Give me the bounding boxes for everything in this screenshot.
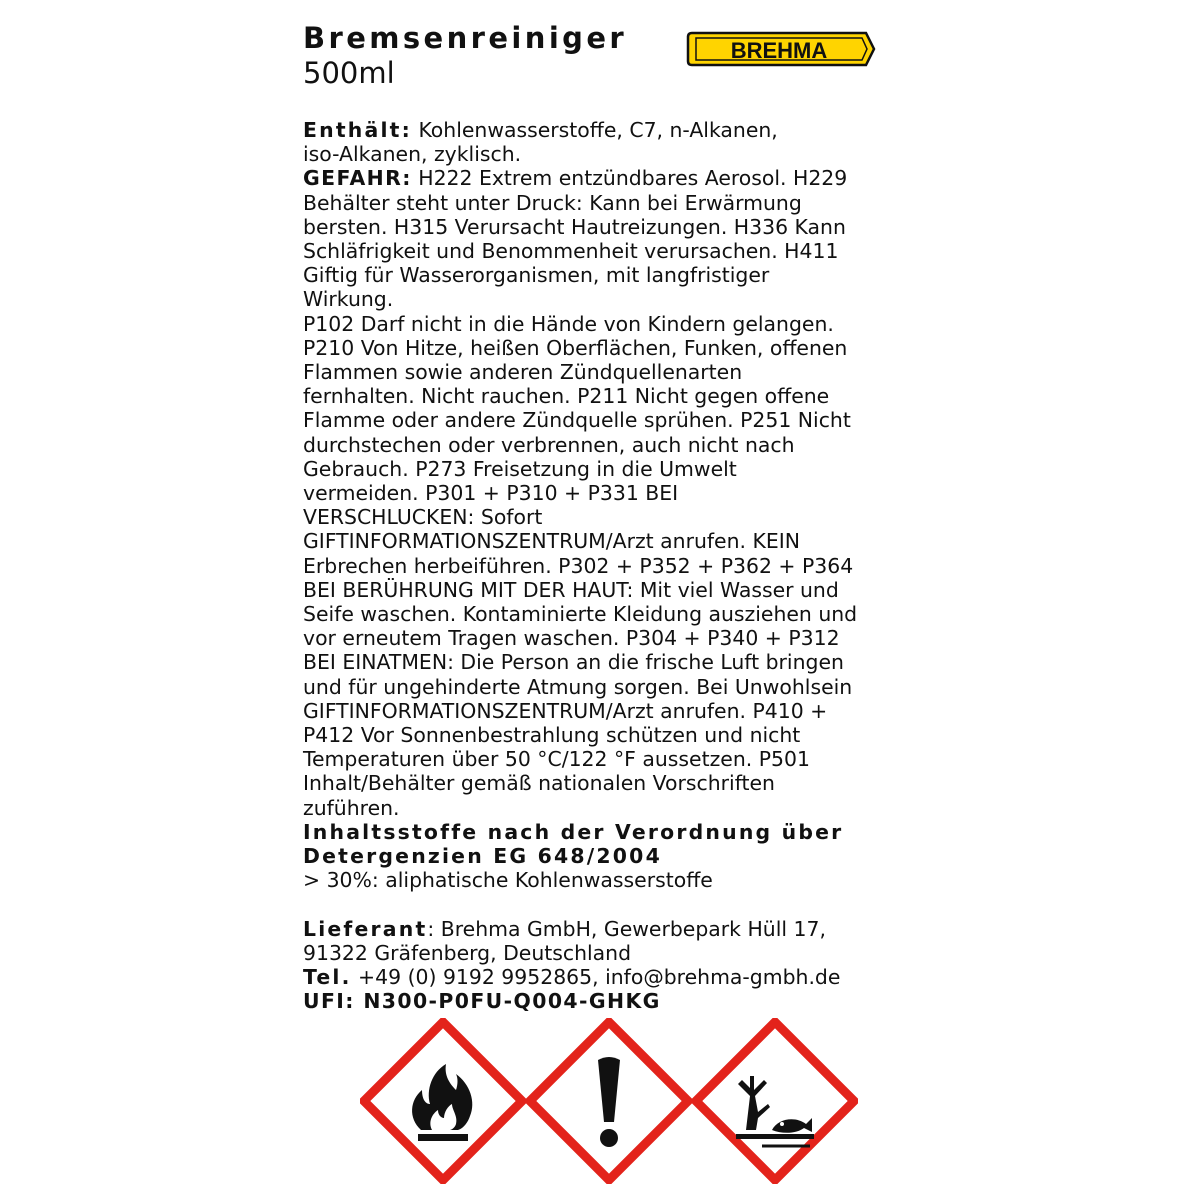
product-title: Bremsenreiniger <box>303 21 628 55</box>
precaution-line: Flammen sowie anderen Zündquellenarten <box>303 360 743 385</box>
ghs-pictograms <box>360 1018 860 1188</box>
precaution-line: Gebrauch. P273 Freisetzung in die Umwelt <box>303 456 737 481</box>
precaution-line: P412 Vor Sonnenbestrahlung schützen und nicht <box>303 723 801 748</box>
product-size: 500ml <box>303 56 395 90</box>
brehma-logo <box>686 31 876 67</box>
precaution-line: BEI EINATMEN: Die Person an die frische Luft bringen <box>303 650 844 675</box>
composition-line-2: iso-Alkanen, zyklisch. <box>303 142 522 167</box>
environment-icon <box>692 1018 858 1184</box>
precaution-line: zuführen. <box>303 795 400 820</box>
hazard-line: Schläfrigkeit und Benommenheit verursachen. H411 <box>303 239 839 264</box>
supplier-line <box>303 917 923 941</box>
ufi-code: UFI: N300-P0FU-Q004-GHKG <box>303 989 661 1014</box>
precaution-line: fernhalten. Nicht rauchen. P211 Nicht gegen offene <box>303 384 830 409</box>
precaution-line: vermeiden. P301 + P310 + P331 BEI <box>303 481 679 506</box>
detergent-heading: Inhaltsstoffe nach der Verordnung über <box>303 819 844 844</box>
hazard-line: Behälter steht unter Druck: Kann bei Erwärmung <box>303 190 802 215</box>
composition-line <box>303 118 923 142</box>
precaution-line: durchstechen oder verbrennen, auch nicht nach <box>303 432 795 457</box>
precaution-line: Inhalt/Behälter gemäß nationalen Vorschriften <box>303 771 775 796</box>
composition-label: Enthält: <box>303 118 412 142</box>
precaution-line: GIFTINFORMATIONSZENTRUM/Arzt anrufen. P410 + <box>303 698 828 723</box>
flame-icon <box>360 1018 526 1184</box>
precaution-line: und für ungehinderte Atmung sorgen. Bei Unwohlsein <box>303 674 853 699</box>
precaution-line: Erbrechen herbeiführen. P302 + P352 + P362 + P364 <box>303 553 854 578</box>
precaution-line: vor erneutem Tragen waschen. P304 + P340 + P312 <box>303 626 840 651</box>
contact-line <box>303 965 923 989</box>
detergent-content: > 30%: aliphatische Kohlenwasserstoffe <box>303 868 713 893</box>
logo-text: BREHMA <box>730 38 828 63</box>
precaution-line: BEI BERÜHRUNG MIT DER HAUT: Mit viel Wasser und <box>303 577 839 602</box>
hazard-label: GEFAHR: <box>303 166 412 191</box>
detergent-heading-2: Detergenzien EG 648/2004 <box>303 844 662 869</box>
tel-label: Tel. <box>303 964 352 989</box>
hazard-line: Giftig für Wasserorganismen, mit langfristiger <box>303 263 770 288</box>
exclamation-mark-icon <box>526 1018 692 1184</box>
precaution-line: Temperaturen über 50 °C/122 °F aussetzen. P501 <box>303 747 810 772</box>
supplier-label: Lieferant <box>303 916 428 941</box>
precaution-line: Flamme oder andere Zündquelle sprühen. P251 Nicht <box>303 408 851 433</box>
label-body <box>303 118 923 1013</box>
precaution-line: GIFTINFORMATIONSZENTRUM/Arzt anrufen. KEIN <box>303 529 801 554</box>
precaution-line: Seife waschen. Kontaminierte Kleidung ausziehen und <box>303 602 858 627</box>
precaution-line: VERSCHLUCKEN: Sofort <box>303 505 543 530</box>
hazard-line <box>303 166 923 190</box>
hazard-line: Wirkung. <box>303 287 394 312</box>
spacer <box>303 893 923 917</box>
composition-text: Kohlenwasserstoffe, C7, n-Alkanen, <box>411 118 778 142</box>
precaution-line: P102 Darf nicht in die Hände von Kindern gelangen. <box>303 311 834 336</box>
precaution-line: P210 Von Hitze, heißen Oberflächen, Funken, offenen <box>303 335 848 360</box>
tel-value: +49 (0) 9192 9952865, info@brehma-gmbh.de <box>351 964 841 989</box>
hazard-line: bersten. H315 Verursacht Hautreizungen. H336 Kann <box>303 214 846 239</box>
hazard-text: H222 Extrem entzündbares Aerosol. H229 <box>411 166 848 191</box>
supplier-text: : Brehma GmbH, Gewerbepark Hüll 17, <box>427 916 826 941</box>
supplier-address: 91322 Gräfenberg, Deutschland <box>303 940 632 965</box>
